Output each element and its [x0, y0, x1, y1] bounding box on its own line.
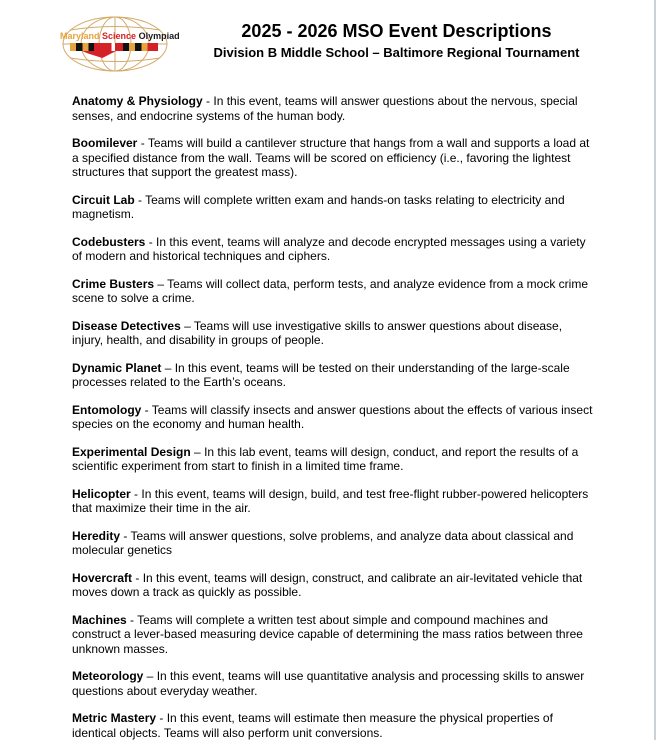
maryland-flag-banner — [70, 43, 158, 51]
event-item — [72, 319, 593, 348]
event-description: In this event, teams will use quantitative analysis and processing skills to answer questions about everyday weather. — [72, 669, 585, 698]
event-description: Teams will answer questions, solve problems, and analyze data about classical and molecular genetics — [72, 528, 574, 557]
event-name: Machines — [72, 612, 127, 627]
event-separator: - — [141, 402, 152, 417]
event-name: Experimental Design — [72, 444, 191, 459]
event-item — [72, 94, 593, 123]
event-description: In this lab event, teams will design, conduct, and report the results of a scientific experiment from start to finish in a limited time frame. — [72, 444, 579, 473]
event-item — [72, 445, 593, 474]
event-item — [72, 403, 593, 432]
page-edge-line — [654, 0, 656, 740]
event-separator: – — [143, 669, 157, 683]
event-description: Teams will complete written exam and hands-on tasks relating to electricity and magnetism. — [72, 192, 565, 221]
event-separator: – — [154, 276, 168, 291]
event-item — [72, 669, 593, 698]
event-separator: – — [180, 318, 194, 333]
event-description: In this event, teams will analyze and decode encrypted messages using a variety of modern and historical techniques and ciphers. — [72, 234, 586, 263]
document-header — [0, 0, 661, 92]
event-name: Heredity — [72, 528, 121, 543]
event-description: In this event, teams will answer questions about the nervous, special senses, and endocrine systems of the human body. — [72, 94, 578, 123]
event-name: Dynamic Planet — [72, 360, 162, 375]
event-name: Crime Busters — [72, 276, 155, 291]
event-item — [72, 487, 593, 516]
event-name: Circuit Lab — [72, 192, 135, 207]
event-separator: - — [132, 570, 143, 585]
mso-logo — [60, 15, 180, 73]
page-title: 2025 - 2026 MSO Event Descriptions — [241, 21, 552, 41]
event-description: Teams will build a cantilever structure that hangs from a wall and supports a load at a specified distance from the wall. Teams will be scored on efficiency (i.e., favoring the lightest structures that support the greatest mass). — [72, 136, 590, 179]
event-description: In this event, teams will design, construct, and calibrate an air-levitated vehicle that moves down a track as quickly as possible. — [72, 570, 583, 599]
page-subtitle: Division B Middle School – Baltimore Regional Tournament — [213, 45, 580, 60]
event-name: Hovercraft — [72, 570, 133, 585]
event-separator: - — [202, 94, 214, 108]
event-list — [72, 94, 593, 740]
event-description: Teams will complete a written test about simple and compound machines and construct a lever-based measuring device capable of determining the mass ratios between three unknown masses. — [72, 612, 583, 656]
event-item — [72, 235, 593, 264]
event-description: Teams will use investigative skills to answer questions about disease, injury, health, and disability in groups of people. — [72, 318, 563, 347]
event-name: Anatomy & Physiology — [72, 94, 203, 108]
event-separator: - — [137, 136, 148, 150]
event-item — [72, 613, 593, 657]
event-separator: - — [145, 234, 157, 249]
event-item — [72, 711, 593, 740]
event-item — [72, 193, 593, 222]
event-name: Meteorology — [72, 669, 144, 683]
event-item — [72, 136, 593, 180]
event-name: Entomology — [72, 402, 142, 417]
header-text — [170, 20, 623, 61]
logo-word-science: Science — [102, 31, 137, 41]
event-separator: - — [156, 711, 167, 725]
event-description: Teams will collect data, perform tests, and analyze evidence from a mock crime scene to solve a crime. — [72, 276, 588, 305]
event-item — [72, 529, 593, 558]
logo-text — [60, 31, 180, 41]
event-separator: - — [120, 528, 131, 543]
event-separator: - — [134, 192, 146, 207]
event-item — [72, 277, 593, 306]
event-description: In this event, teams will estimate then measure the physical properties of identical objects. Teams will also perform unit conversions. — [72, 711, 553, 740]
logo-word-olympiad: Olympiad — [138, 31, 180, 41]
event-separator: – — [190, 444, 205, 459]
event-separator: – — [161, 360, 175, 375]
event-name: Disease Detectives — [72, 318, 181, 333]
event-description: In this event, teams will design, build, and test free-flight rubber-powered helicopters that maximize their time in the air. — [72, 486, 589, 515]
event-item — [72, 571, 593, 600]
event-item — [72, 361, 593, 390]
event-name: Boomilever — [72, 136, 138, 150]
event-separator: - — [130, 486, 142, 501]
event-name: Codebusters — [72, 234, 146, 249]
event-name: Metric Mastery — [72, 711, 157, 725]
logo-word-maryland: Maryland — [60, 31, 100, 41]
event-name: Helicopter — [72, 486, 131, 501]
event-description: Teams will classify insects and answer questions about the effects of various insect species on the economy and human health. — [72, 402, 593, 431]
event-description: In this event, teams will be tested on their understanding of the large-scale processes related to the Earth’s oceans. — [72, 360, 570, 389]
event-separator: - — [126, 612, 138, 627]
